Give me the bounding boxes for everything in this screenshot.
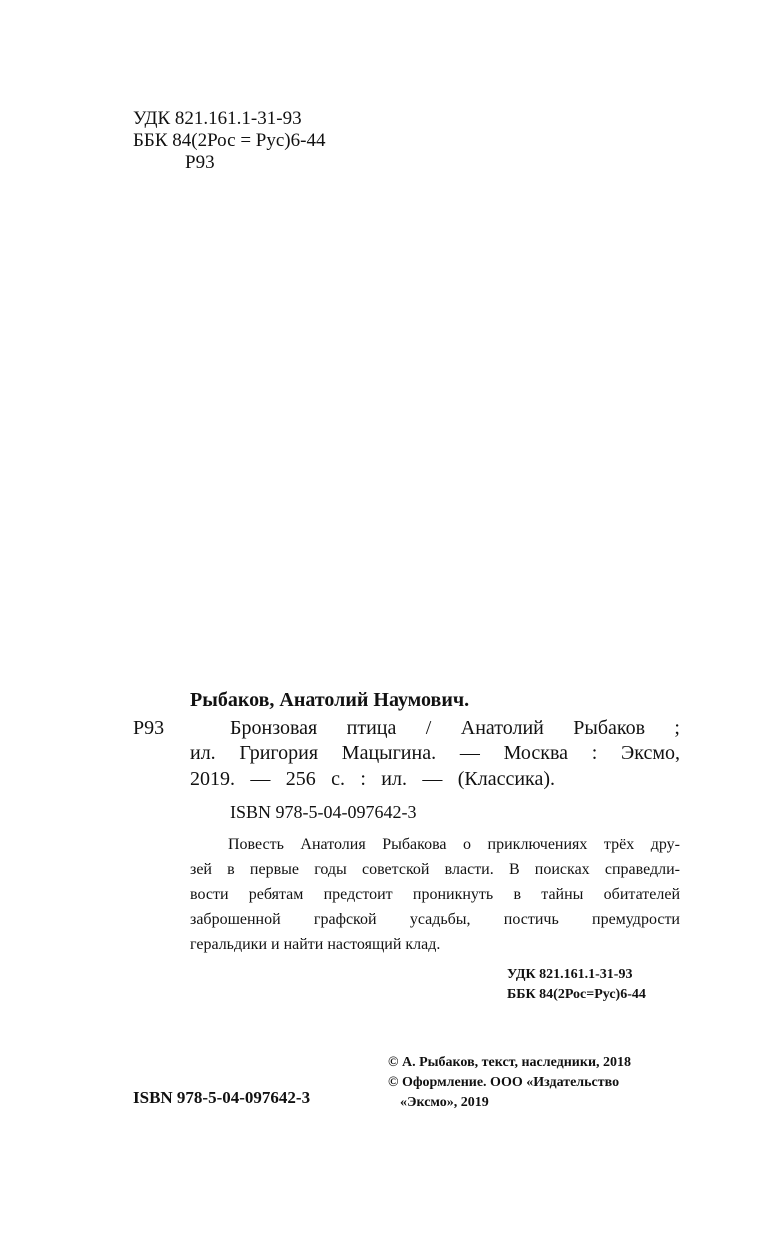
annotation-line: вости ребятам предстоит проникнуть в тайны обитателей — [190, 886, 680, 903]
isbn-footer: ISBN 978-5-04-097642-3 — [133, 1088, 311, 1107]
annotation-line: геральдики и найти настоящий клад. — [190, 936, 441, 953]
entry-line: Бронзовая птица / Анатолий Рыбаков ; — [230, 717, 680, 739]
author-mark-entry: Р93 — [133, 717, 165, 739]
entry-line: 2019. — 256 с. : ил. — (Классика). — [190, 768, 555, 790]
copyright-line: © Оформление. ООО «Издательство — [388, 1075, 620, 1090]
bbk-code-right: ББК 84(2Рос=Рус)6-44 — [507, 987, 646, 1002]
entry-line: ил. Григория Мацыгина. — Москва : Эксмо, — [190, 742, 680, 764]
bbk-code-top: ББК 84(2Рос = Рус)6-44 — [133, 130, 326, 151]
author-mark-top: Р93 — [185, 152, 215, 173]
annotation-line: Повесть Анатолия Рыбакова о приключениях трёх дру- — [228, 836, 680, 853]
copyright-line: © А. Рыбаков, текст, наследники, 2018 — [388, 1055, 632, 1070]
copyright-line: «Эксмо», 2019 — [400, 1095, 489, 1110]
isbn-entry: ISBN 978-5-04-097642-3 — [230, 802, 417, 822]
udk-code-top: УДК 821.161.1-31-93 — [133, 108, 302, 129]
annotation-line: заброшенной графской усадьбы, постичь премудрости — [190, 911, 680, 928]
annotation-line: зей в первые годы советской власти. В поисках справедли- — [190, 861, 680, 878]
udk-code-right: УДК 821.161.1-31-93 — [507, 967, 633, 982]
author-heading: Рыбаков, Анатолий Наумович. — [190, 689, 470, 711]
